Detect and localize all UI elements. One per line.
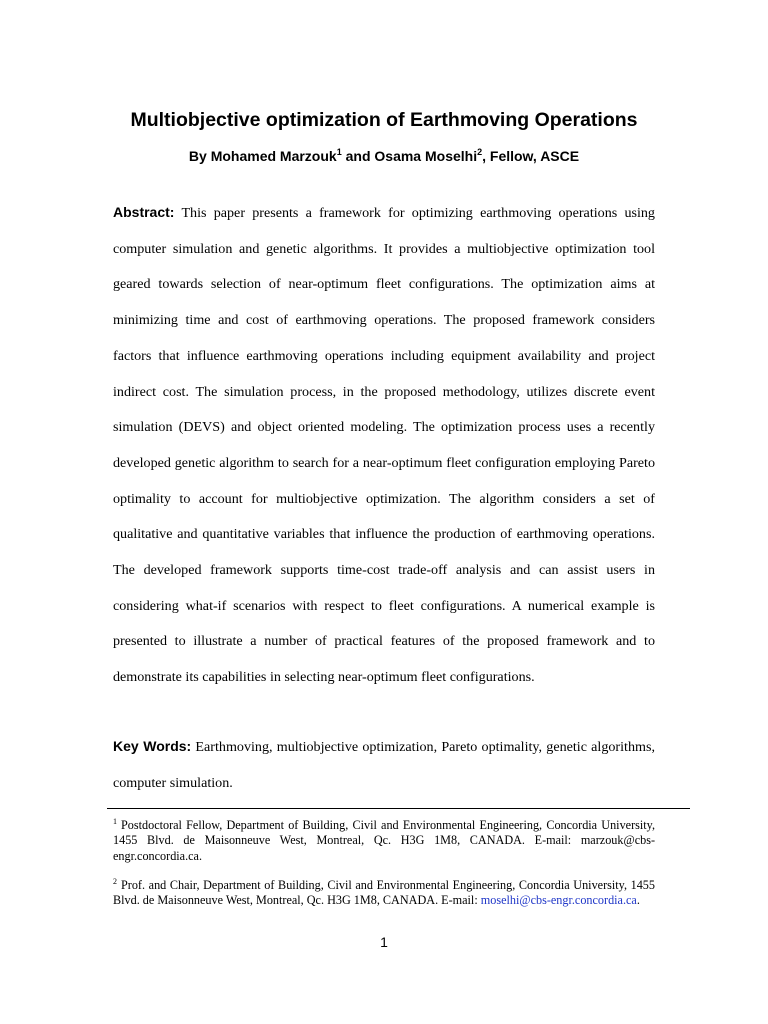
footnote-divider (107, 808, 690, 809)
footnote-1-mark: 1 (113, 817, 117, 826)
keywords-label: Key Words: (113, 738, 192, 754)
footnote-1-text: Postdoctoral Fellow, Department of Building, Civil and Environmental Engineering, Concordia University, 1455 Blvd. de Maisonneuve West, Montreal, Qc. H3G 1M8, CANADA. E-mail: marzouk@cbs-engr.concordia.ca. (113, 818, 655, 863)
author-1-footnote-mark: 1 (336, 147, 342, 157)
paper-title: Multiobjective optimization of Earthmoving Operations (130, 109, 638, 131)
author-1-name: Mohamed Marzouk (210, 148, 337, 164)
footnote-2-end: . (636, 893, 640, 908)
abstract-paragraph (113, 195, 655, 696)
author-2-footnote-mark: 2 (477, 147, 483, 157)
page-number: 1 (380, 934, 388, 950)
author-line (0, 145, 768, 167)
author-2-name: Osama Moselhi (374, 148, 478, 164)
authors-suffix: , Fellow, ASCE (482, 148, 580, 164)
footnote-2-email-link[interactable]: moselhi@cbs-engr.concordia.ca (480, 893, 637, 908)
abstract-label: Abstract: (113, 204, 175, 220)
footnote-2 (113, 878, 655, 909)
keywords-paragraph (113, 729, 655, 801)
footnote-1 (113, 818, 655, 864)
footnote-2-text: Prof. and Chair, Department of Building, Civil and Environmental Engineering, Concordia University, 1455 Blvd. de Maisonneuve West, Montreal, Qc. H3G 1M8, CANADA. E-mail: (113, 878, 655, 908)
abstract-text: This paper presents a framework for optimizing earthmoving operations using computer simulation and genetic algorithms. It provides a multiobjective optimization tool geared towards selection of near-optimum fleet configurations. The optimization aims at minimizing time and cost of earthmoving operations. The proposed framework considers factors that influence earthmoving operations including equipment availability and project indirect cost. The simulation process, in the proposed methodology, utilizes discrete event simulation (DEVS) and object oriented modeling. The optimization process uses a recently developed genetic algorithm to search for a near-optimum fleet configuration employing Pareto optimality to account for multiobjective optimization. The algorithm considers a set of qualitative and quantitative variables that influence the production of earthmoving operations. The developed framework supports time-cost trade-off analysis and can assist users in considering what-if scenarios with respect to fleet configurations. A numerical example is presented to illustrate a number of practical features of the proposed framework and to demonstrate its capabilities in selecting near-optimum fleet configurations. (113, 205, 655, 686)
authors-prefix: By (188, 148, 211, 164)
authors-conjunction: and (341, 148, 375, 164)
footnote-2-mark: 2 (113, 877, 117, 886)
keywords-text: Earthmoving, multiobjective optimization, Pareto optimality, genetic algorithms, computer simulation. (113, 739, 655, 791)
